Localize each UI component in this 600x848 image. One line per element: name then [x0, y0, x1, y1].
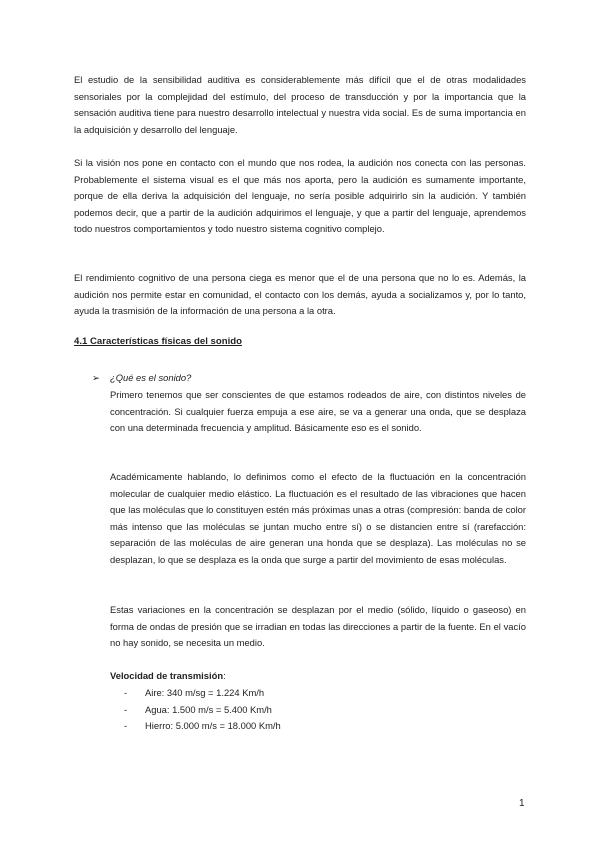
velocity-title-colon: :: [223, 670, 226, 681]
velocity-title-text: Velocidad de transmisión: [110, 670, 224, 681]
list-item: [124, 685, 281, 702]
list-item: [124, 702, 281, 719]
section-heading: 4.1 Características físicas del sonido: [74, 336, 242, 347]
dash-bullet: -: [124, 703, 128, 715]
section-question: ¿Qué es el sonido?: [110, 372, 192, 383]
paragraph-cognitive-performance: El rendimiento cognitivo de una persona ciega es menor que el de una persona que no lo es. Además, la audición nos permite estar en comunidad, el contacto con los demás, ayuda a socializamos y, por lo tanto, ayuda la trasmisión de la información de una persona a la otra.: [74, 272, 526, 317]
velocity-title: [110, 668, 226, 685]
dash-bullet: -: [124, 720, 128, 732]
paragraph-vision-audition: Si la visión nos pone en contacto con el mundo que nos rodea, la audición nos conecta con las personas. Probablemente el sistema visual es el que más nos aporta, pero la audición es sumamente importante, porque de ella deriva la adquisición del lenguaje, no sería posible adquirirlo sin la audición. Y también podemos decir, que a partir de la audición adquirimos el lenguaje, y que a partir del lenguaje, aprendemos todo nuestros comportamientos y todo nuestro sistema cognitivo complejo.: [74, 157, 526, 235]
velocity-air: Aire: 340 m/sg = 1.224 Km/h: [145, 687, 265, 698]
paragraph-pressure-waves: Estas variaciones en la concentración se desplazan por el medio (sólido, líquido o gaseoso) en forma de ondas de presión que se irradian en todas las direcciones a partir de la fuente. En el vacío no hay sonido, se necesita un medio.: [110, 604, 526, 649]
velocity-water: Agua: 1.500 m/s = 5.400 Km/h: [145, 703, 272, 715]
velocity-iron: Hierro: 5.000 m/s = 18.000 Km/h: [145, 720, 281, 732]
page-number: 1: [519, 798, 525, 809]
arrow-bullet-icon: ➢: [92, 372, 100, 383]
list-item: [124, 718, 281, 735]
paragraph-sound-definition: Primero tenemos que ser conscientes de que estamos rodeados de aire, con distintos niveles de concentración. Si cualquier fuerza empuja a ese aire, se va a generar una onda, que se desplaza con una determinada frecuencia y amplitud. Básicamente eso es el sonido.: [110, 389, 526, 434]
paragraph-academic-definition: Académicamente hablando, lo definimos como el efecto de la fluctuación en la concentración molecular de cualquier medio elástico. La fluctuación es el resultado de las vibraciones que hacen que las moléculas que lo constituyen estén más próximas unas a otras (compresión: banda de color más intenso que las moléculas se juntan mucho entre sí) o se distancien entre sí (rarefacción: separación de las moléculas de aire generan una honda que se desplaza). Las moléculas no se desplazan, lo que se desplaza es la onda que surge a partir del movimiento de esas moléculas.: [110, 471, 526, 565]
paragraph-intro: El estudio de la sensibilidad auditiva es considerablemente más difícil que el de otras modalidades sensoriales por la complejidad del estímulo, del proceso de transducción y por la importancia que la sensación auditiva tiene para nuestro desarrollo intelectual y nuestra vida social. Es de suma importancia en la adquisición y desarrollo del lenguaje.: [74, 74, 526, 135]
velocity-list: [124, 685, 281, 735]
dash-bullet: -: [124, 687, 128, 698]
